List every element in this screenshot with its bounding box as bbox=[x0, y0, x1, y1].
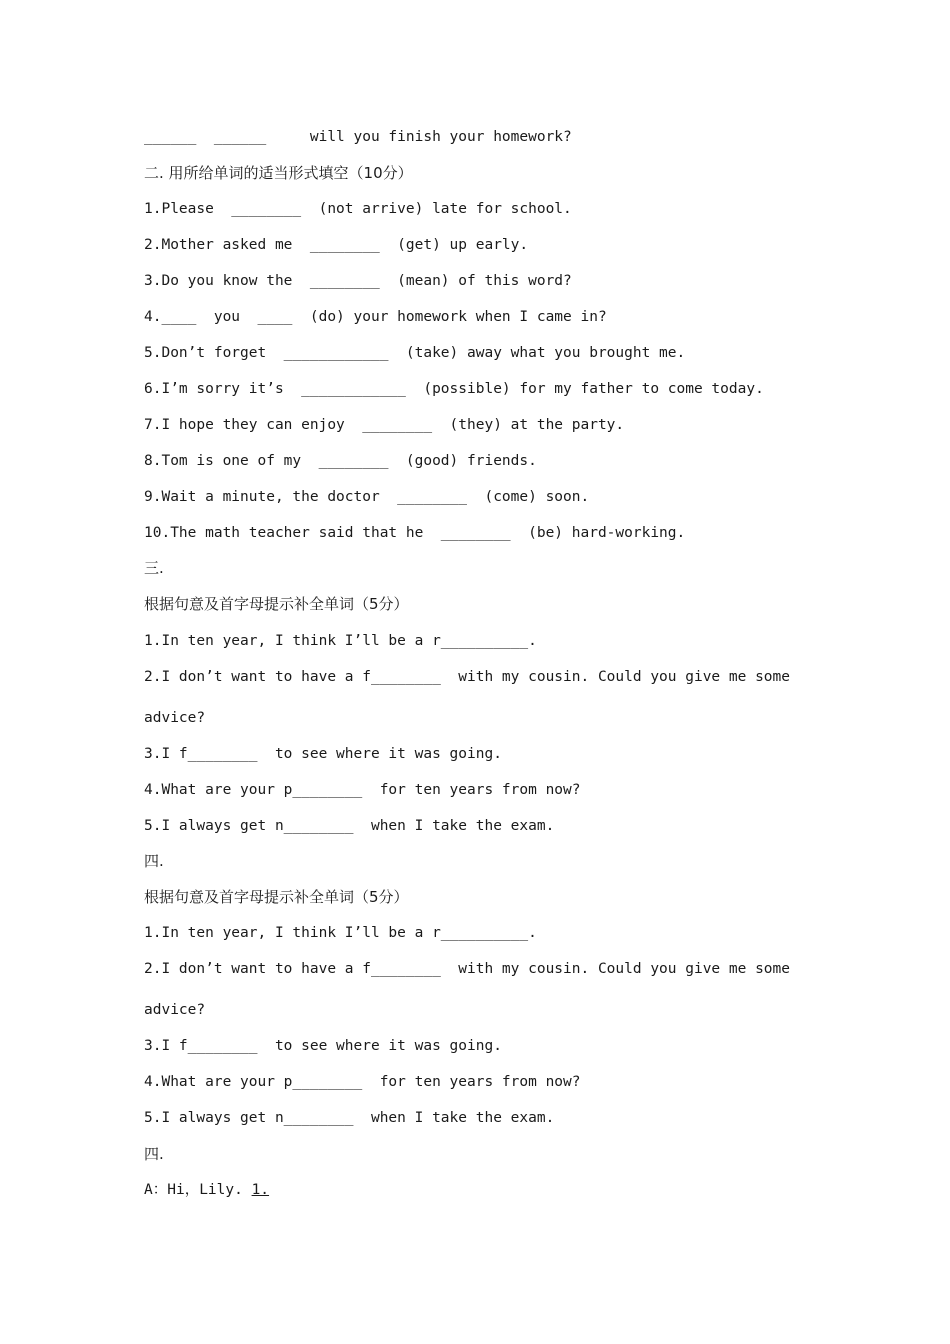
dialog-text: A：Hi，Lily. bbox=[144, 1182, 252, 1198]
section-3-heading: 根据句意及首字母提示补全单词（5分） bbox=[144, 595, 409, 613]
section-3-label: 三. bbox=[144, 559, 164, 577]
question-line: 3.I f________ to see where it was going. bbox=[144, 746, 502, 762]
question-line: 3.Do you know the ________ (mean) of this word? bbox=[144, 273, 572, 289]
question-line: 2.Mother asked me ________ (get) up early. bbox=[144, 237, 529, 253]
question-line: 5.Don’t forget ____________ (take) away what you brought me. bbox=[144, 345, 686, 361]
question-line: 2.I don’t want to have a f________ with my cousin. Could you give me some bbox=[144, 669, 791, 685]
question-line: 5.I always get n________ when I take the exam. bbox=[144, 1110, 555, 1126]
dialog-blank: 1. bbox=[251, 1182, 270, 1198]
question-line: 4.What are your p________ for ten years from now? bbox=[144, 782, 581, 798]
question-line: 7.I hope they can enjoy ________ (they) at the party. bbox=[144, 417, 625, 433]
section-4b-label: 四. bbox=[144, 1145, 164, 1163]
question-line: 1.In ten year, I think I’ll be a r__________. bbox=[144, 925, 537, 941]
question-line: 8.Tom is one of my ________ (good) friends. bbox=[144, 453, 537, 469]
question-line: 9.Wait a minute, the doctor ________ (come) soon. bbox=[144, 489, 590, 505]
question-line: 3.I f________ to see where it was going. bbox=[144, 1038, 502, 1054]
question-line: advice? bbox=[144, 1002, 206, 1018]
question-line: 5.I always get n________ when I take the exam. bbox=[144, 818, 555, 834]
question-line: 2.I don’t want to have a f________ with my cousin. Could you give me some bbox=[144, 961, 791, 977]
question-line: 1.In ten year, I think I’ll be a r__________. bbox=[144, 633, 537, 649]
question-line: 1.Please ________ (not arrive) late for school. bbox=[144, 201, 572, 217]
question-line: 6.I’m sorry it’s ____________ (possible) for my father to come today. bbox=[144, 381, 764, 397]
section-2-heading: 二. 用所给单词的适当形式填空（10分） bbox=[144, 164, 413, 182]
section-4-heading: 根据句意及首字母提示补全单词（5分） bbox=[144, 888, 409, 906]
section-4-label: 四. bbox=[144, 852, 164, 870]
question-line: 4.What are your p________ for ten years from now? bbox=[144, 1074, 581, 1090]
question-line: 4.____ you ____ (do) your homework when I came in? bbox=[144, 309, 607, 325]
top-line: ______ ______ will you finish your homework? bbox=[144, 129, 572, 145]
dialog-line bbox=[144, 1181, 269, 1199]
question-line: 10.The math teacher said that he ________ (be) hard-working. bbox=[144, 525, 686, 541]
question-line: advice? bbox=[144, 710, 206, 726]
